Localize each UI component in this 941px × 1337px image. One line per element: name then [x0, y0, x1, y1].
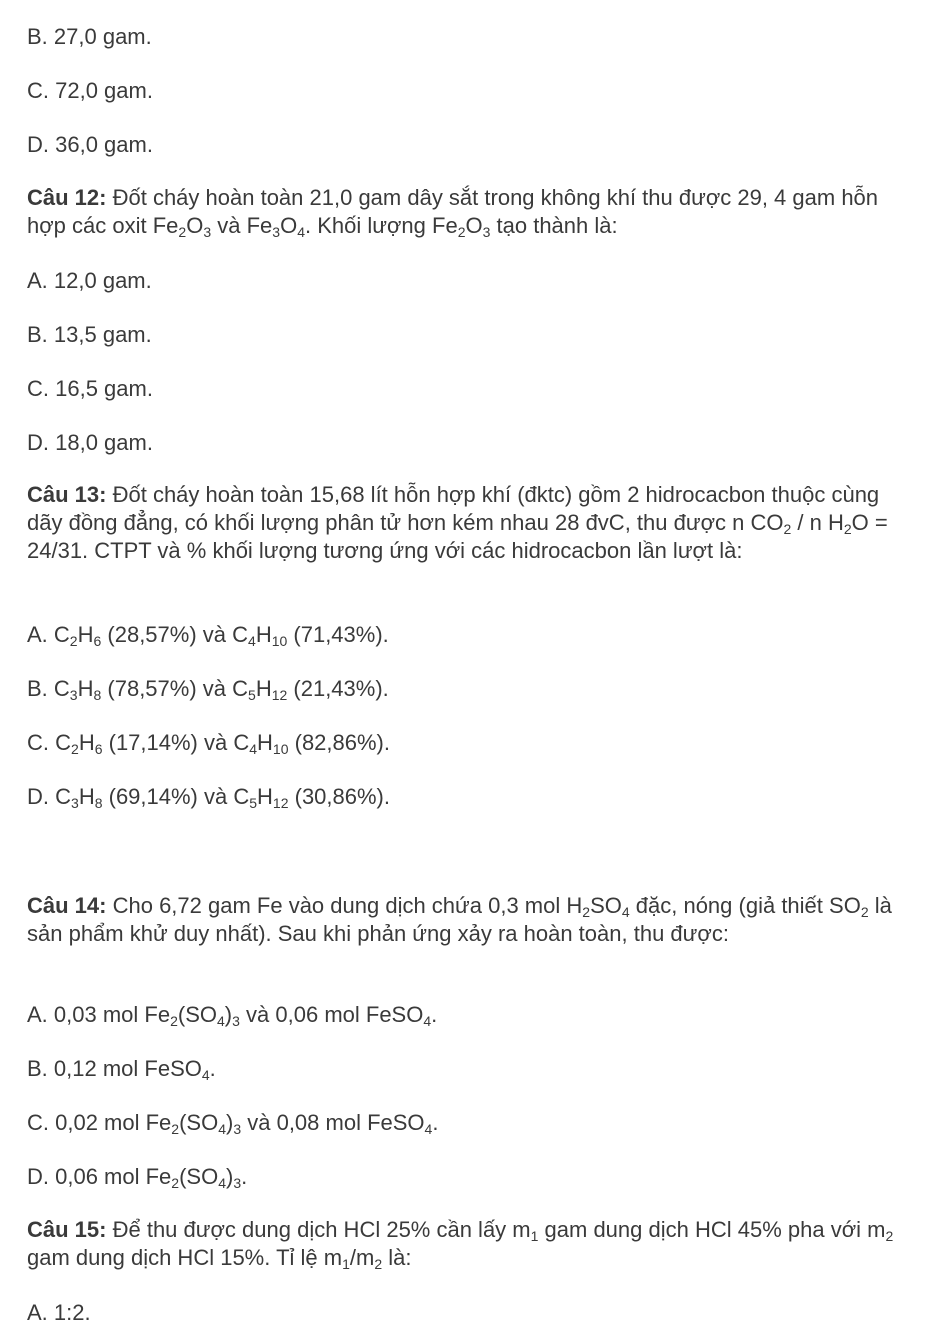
q14-option-c [27, 1110, 438, 1136]
formula-part: H [827, 510, 844, 535]
option-text: ) [226, 1110, 234, 1135]
q14-text: đặc, nóng (giả thiết [629, 893, 830, 918]
formula-sub: 2 [171, 1175, 180, 1191]
option-text: (SO [177, 1002, 217, 1027]
option-text: (17,14%) và [102, 730, 234, 755]
option-text: (69,14%) và [102, 784, 234, 809]
formula-part: C [232, 622, 249, 647]
q15-text: /m [349, 1245, 375, 1270]
option-text: (21,43%). [287, 676, 389, 701]
q15-text: gam dung dịch HCl 45% pha với m [538, 1217, 886, 1242]
option-text: (82,86%). [288, 730, 390, 755]
option-text: ) [226, 1164, 234, 1189]
formula-part: O [851, 510, 869, 535]
formula-sub: 2 [71, 741, 79, 757]
question-12 [27, 184, 907, 240]
formula-sub: 2 [171, 1121, 180, 1137]
q12-option-b: B. 13,5 gam. [27, 322, 152, 347]
question-14-label: Câu 14: [27, 893, 107, 918]
formula-sub: 3 [69, 687, 78, 703]
formula-sub: 4 [217, 1013, 225, 1029]
q15-text: gam dung dịch HCl 15%. Tỉ lệ m [27, 1245, 343, 1270]
formula-sub: 2 [178, 224, 187, 240]
formula-sub: 10 [272, 741, 289, 757]
formula-sub: 5 [249, 795, 258, 811]
formula-sub: 2 [843, 521, 852, 537]
formula-sub: 2 [582, 904, 591, 920]
formula-sub: 4 [248, 633, 256, 649]
q13-option-c [27, 730, 390, 756]
formula-sub: 10 [271, 633, 288, 649]
formula-sub: 2 [885, 1228, 894, 1244]
formula-part: C [233, 730, 250, 755]
formula-sub: 4 [423, 1013, 432, 1029]
q12-option-c: C. 16,5 gam. [27, 376, 153, 401]
formula-part: H [255, 622, 272, 647]
q12-text: Đốt cháy hoàn toàn 21,0 gam dây sắt trong không khí thu được 29, 4 gam hỗn hợp các oxit [27, 185, 879, 238]
formula-sub: 2 [783, 521, 792, 537]
formula-sub: 3 [272, 224, 281, 240]
formula-sub: 4 [249, 741, 258, 757]
formula-sub: 4 [218, 1121, 226, 1137]
question-15 [27, 1216, 907, 1272]
option-text: . [209, 1056, 216, 1081]
q12-text: tạo thành là: [490, 213, 618, 238]
formula-sub: 1 [342, 1256, 350, 1272]
q13-option-b [27, 676, 389, 702]
option-text: và 0,06 mol FeSO [239, 1002, 424, 1027]
q14-text: Cho 6,72 gam Fe vào dung dịch chứa 0,3 mol [106, 893, 567, 918]
q14-option-d [27, 1164, 247, 1190]
formula-sub: 4 [621, 904, 630, 920]
formula-part: O [186, 213, 204, 238]
formula-sub: 4 [201, 1067, 210, 1083]
option-text: . [431, 1002, 438, 1027]
formula-sub: 2 [69, 633, 78, 649]
formula-part: SO [829, 893, 861, 918]
formula-part: H [257, 730, 273, 755]
formula-part: H [566, 893, 583, 918]
option-text: B. 0,12 mol FeSO [27, 1056, 202, 1081]
q13-option-d [27, 784, 390, 810]
formula-sub: 6 [93, 633, 102, 649]
formula-sub: 3 [71, 795, 79, 811]
formula-part: Fe [432, 213, 458, 238]
formula-part: C [53, 622, 70, 647]
option-text: (28,57%) và [101, 622, 233, 647]
option-text: A. 0,03 mol Fe [27, 1002, 171, 1027]
q12-option-a: A. 12,0 gam. [27, 268, 152, 293]
formula-part: C [233, 784, 250, 809]
option-text: và 0,08 mol FeSO [241, 1110, 425, 1135]
formula-part: H [255, 676, 272, 701]
formula-part: O [465, 213, 483, 238]
formula-part: H [77, 676, 94, 701]
q15-text: là: [382, 1245, 412, 1270]
formula-sub: 4 [297, 224, 305, 240]
q12-text: và [211, 213, 247, 238]
q12-text: . Khối lượng [305, 213, 432, 238]
option-text: (SO [179, 1110, 219, 1135]
q11-option-c: C. 72,0 gam. [27, 78, 153, 103]
formula-sub: 12 [272, 795, 289, 811]
option-prefix: A. [27, 622, 54, 647]
formula-sub: 2 [457, 224, 466, 240]
option-text: (30,86%). [288, 784, 390, 809]
formula-part: C [53, 676, 70, 701]
question-13-label: Câu 13: [27, 482, 107, 507]
question-15-label: Câu 15: [27, 1217, 107, 1242]
formula-part: SO [590, 893, 622, 918]
formula-sub: 4 [424, 1121, 433, 1137]
formula-sub: 2 [170, 1013, 178, 1029]
formula-part: Fe [246, 213, 273, 238]
formula-sub: 2 [374, 1256, 383, 1272]
q14-option-b [27, 1056, 216, 1082]
formula-sub: 3 [482, 224, 491, 240]
formula-part: CO [750, 510, 784, 535]
question-12-label: Câu 12: [27, 185, 107, 210]
option-text: D. 0,06 mol Fe [27, 1164, 172, 1189]
formula-sub: 8 [93, 687, 102, 703]
option-prefix: D. [27, 784, 56, 809]
option-text: C. 0,02 mol Fe [27, 1110, 172, 1135]
formula-part: O [280, 213, 298, 238]
formula-part: H [78, 784, 95, 809]
formula-sub: 3 [232, 1013, 240, 1029]
q12-option-d: D. 18,0 gam. [27, 430, 153, 455]
q14-text: là sản phẩm khử duy nhất). Sau khi phản ứng xảy ra hoàn toàn, thu được: [27, 893, 892, 946]
formula-sub: 6 [94, 741, 103, 757]
formula-sub: 8 [94, 795, 103, 811]
formula-part: C [55, 730, 72, 755]
q15-text: Để thu được dung dịch HCl 25% cần lấy m [106, 1217, 531, 1242]
q11-option-d: D. 36,0 gam. [27, 132, 153, 157]
q13-text: Đốt cháy hoàn toàn 15,68 lít hỗn hợp khí (đktc) gồm 2 hidrocacbon thuộc cùng dãy đồng đẳng, có khối lượng phân tử hơn kém nhau 28 đvC, thu được n [27, 482, 880, 535]
formula-sub: 5 [248, 687, 256, 703]
option-prefix: C. [27, 730, 56, 755]
option-text: (78,57%) và [101, 676, 233, 701]
formula-sub: 4 [218, 1175, 226, 1191]
formula-part: C [55, 784, 72, 809]
formula-part: H [257, 784, 273, 809]
option-prefix: B. [27, 676, 54, 701]
option-text: . [432, 1110, 439, 1135]
formula-part: H [78, 730, 95, 755]
formula-sub: 1 [530, 1228, 539, 1244]
q13-text: / n [791, 510, 828, 535]
q14-option-a [27, 1002, 437, 1028]
option-text: . [241, 1164, 248, 1189]
q13-option-a [27, 622, 389, 648]
formula-part: H [77, 622, 94, 647]
q15-option-a: A. 1:2. [27, 1300, 91, 1325]
q13-text: = 24/31. CTPT và % khối lượng tương ứng với các hidrocacbon lần lượt là: [27, 510, 888, 563]
formula-sub: 3 [233, 1175, 242, 1191]
formula-part: C [232, 676, 249, 701]
formula-sub: 3 [233, 1121, 242, 1137]
option-text: (71,43%). [287, 622, 389, 647]
q11-option-b: B. 27,0 gam. [27, 24, 152, 49]
question-14 [27, 892, 907, 948]
option-text: (SO [179, 1164, 219, 1189]
formula-sub: 2 [860, 904, 869, 920]
formula-part: Fe [152, 213, 179, 238]
option-text: ) [224, 1002, 233, 1027]
formula-sub: 12 [271, 687, 288, 703]
formula-sub: 3 [203, 224, 212, 240]
question-13 [27, 481, 907, 565]
